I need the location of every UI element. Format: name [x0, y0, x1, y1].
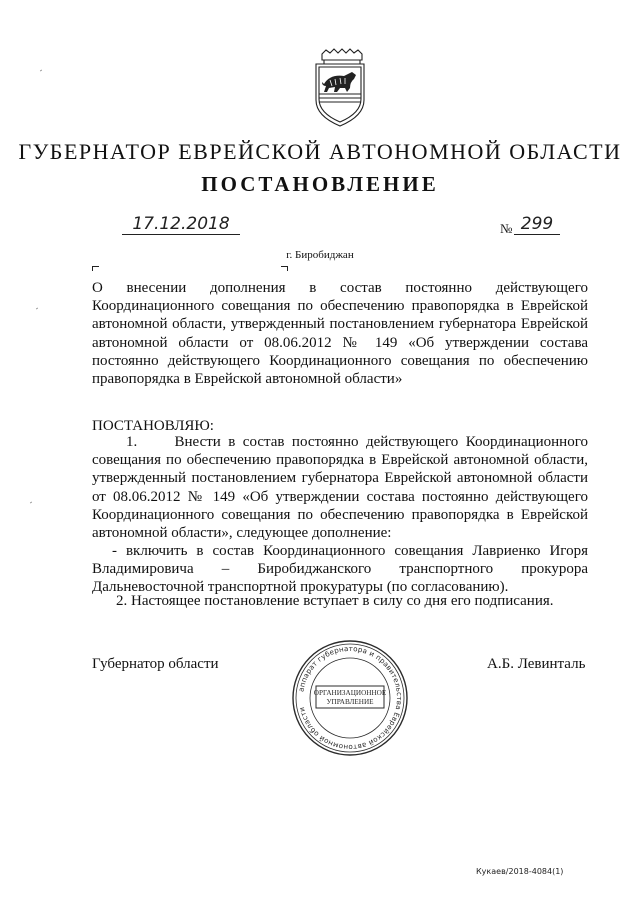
stamp-inner-line-1: ОРГАНИЗАЦИОННОЕ	[313, 689, 387, 697]
signatory-name: А.Б. Левинталь	[487, 656, 586, 672]
emblem-icon	[300, 44, 380, 130]
signatory-role: Губернатор области	[92, 656, 219, 672]
subject-corner-mark-left	[92, 266, 99, 271]
official-stamp	[290, 638, 410, 758]
decree-word: ПОСТАНОВЛЯЮ:	[92, 418, 214, 434]
document-subject: О внесении дополнения в состав постоянно действующего Координационного совещания по обеспечению правопорядка в Еврейской автономной области, утвержденный постановлением губернатора Еврейской автономной области от 08.06.2012 № 149 «Об утверждении состава постоянно действующего Координационного совещания по обеспечению правопорядка в Еврейской автономной области»	[92, 280, 588, 388]
point-1: 1. Внести в состав постоянно действующего Координационного совещания по обеспечению правопорядка в Еврейской автономной области, утвержденный постановлением губернатора Еврейской автономной области от 08.06.2012 № 149 «Об утверждении состава постоянно действующего Координационного совещания по обеспечению правопорядка в Еврейской автономной области», следующее дополнение:	[92, 434, 588, 542]
number-sign: №	[500, 221, 513, 236]
governor-title: ГУБЕРНАТОР ЕВРЕЙСКОЙ АВТОНОМНОЙ ОБЛАСТИ	[18, 139, 622, 164]
scan-speck	[36, 308, 38, 310]
scan-speck	[40, 70, 42, 72]
document-number: 299	[514, 214, 560, 235]
stamp-outer-text: аппарат губернатора и правительства Еврейской автономной области	[296, 643, 405, 753]
subject-corner-mark-right	[281, 266, 288, 271]
date-field: 17.12.2018	[122, 214, 240, 235]
document-type: ПОСТАНОВЛЕНИЕ	[201, 172, 439, 196]
footer-code: Кукаев/2018-4084(1)	[476, 867, 564, 876]
point-2: 2. Настоящее постановление вступает в силу со дня его подписания.	[116, 593, 554, 609]
city-label: г. Биробиджан	[286, 249, 354, 261]
scan-speck	[30, 502, 32, 504]
stamp-inner-line-2: УПРАВЛЕНИЕ	[326, 698, 374, 706]
point-1-addition: - включить в состав Координационного совещания Лавриенко Игоря Владимировича – Биробиджанского транспортного прокурора Дальневосточной транспортной прокуратуры (по согласованию).	[92, 543, 588, 596]
